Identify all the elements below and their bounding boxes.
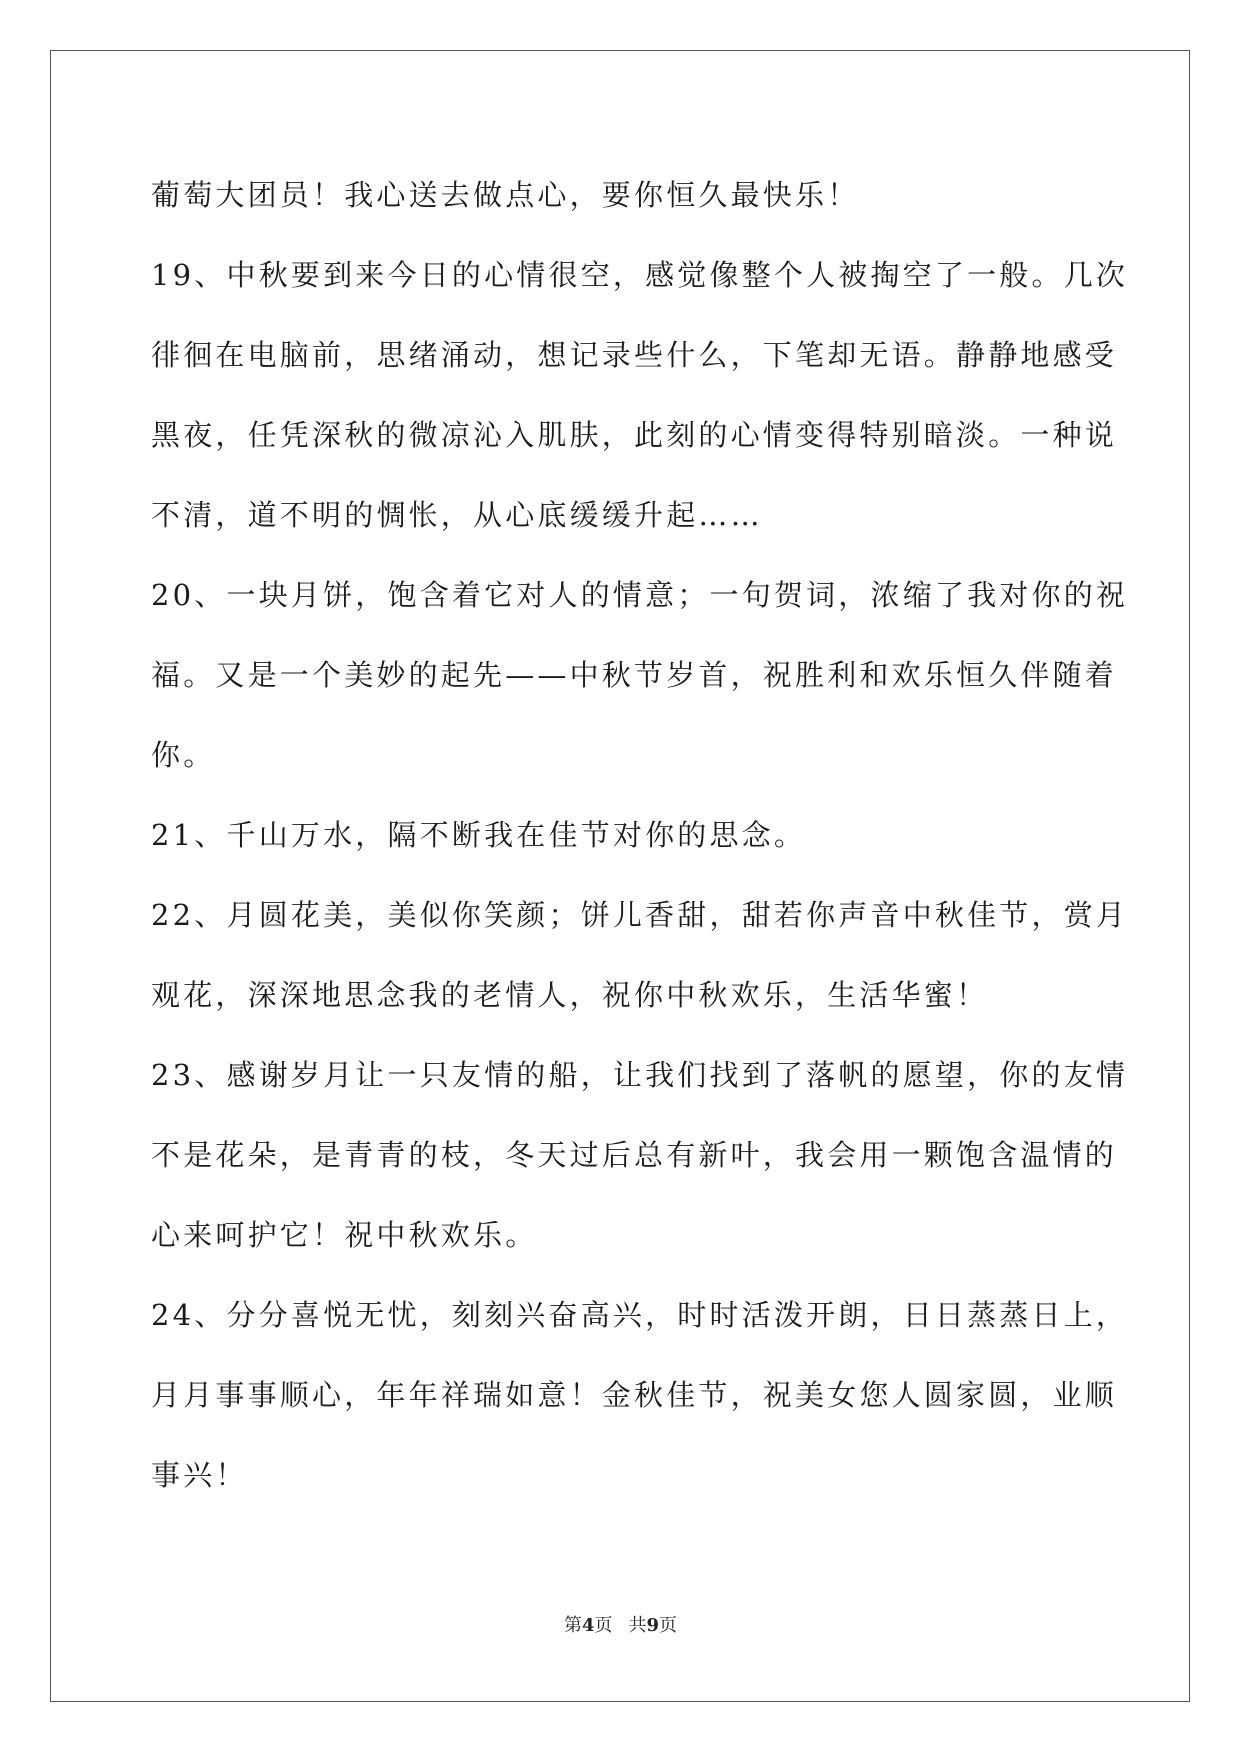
text-line: 20、一块月饼，饱含着它对人的情意；一句贺词，浓缩了我对你的祝 — [151, 578, 1129, 612]
document-body — [151, 155, 1129, 1515]
text-line: 19、中秋要到来今日的心情很空，感觉像整个人被掏空了一般。几次 — [151, 258, 1129, 292]
page-footer — [0, 1614, 1241, 1638]
text-line: 观花，深深地思念我的老情人，祝你中秋欢乐，生活华蜜！ — [151, 978, 989, 1012]
text-line: 不是花朵，是青青的枝，冬天过后总有新叶，我会用一颗饱含温情的 — [151, 1138, 1118, 1172]
current-page-number: 4 — [581, 1615, 595, 1636]
text-line: 24、分分喜悦无忧，刻刻兴奋高兴，时时活泼开朗，日日蒸蒸日上， — [151, 1298, 1129, 1332]
page-suffix: 页 — [594, 1615, 613, 1636]
page-prefix: 第 — [563, 1615, 582, 1636]
text-line: 心来呵护它！祝中秋欢乐。 — [151, 1218, 538, 1252]
text-line: 23、感谢岁月让一只友情的船，让我们找到了落帆的愿望，你的友情 — [151, 1058, 1129, 1092]
text-line: 月月事事顺心，年年祥瑞如意！金秋佳节，祝美女您人圆家圆，业顺 — [151, 1378, 1118, 1412]
text-line: 徘徊在电脑前，思绪涌动，想记录些什么，下笔却无语。静静地感受 — [151, 338, 1118, 372]
text-line: 黑夜，任凭深秋的微凉沁入肌肤，此刻的心情变得特别暗淡。一种说 — [151, 418, 1118, 452]
text-line: 22、月圆花美，美似你笑颜；饼儿香甜，甜若你声音中秋佳节，赏月 — [151, 898, 1129, 932]
total-suffix: 页 — [659, 1615, 678, 1636]
text-line: 21、千山万水，隔不断我在佳节对你的思念。 — [151, 818, 807, 852]
text-line: 葡萄大团员！我心送去做点心，要你恒久最快乐！ — [151, 178, 860, 212]
text-line: 不清，道不明的惆怅，从心底缓缓升起…… — [151, 498, 763, 532]
text-line: 你。 — [151, 738, 216, 772]
text-line: 事兴！ — [151, 1458, 248, 1492]
total-pages-number: 9 — [646, 1615, 660, 1636]
total-prefix: 共 — [628, 1615, 647, 1636]
text-line: 福。又是一个美妙的起先——中秋节岁首，祝胜利和欢乐恒久伴随着 — [151, 658, 1118, 692]
